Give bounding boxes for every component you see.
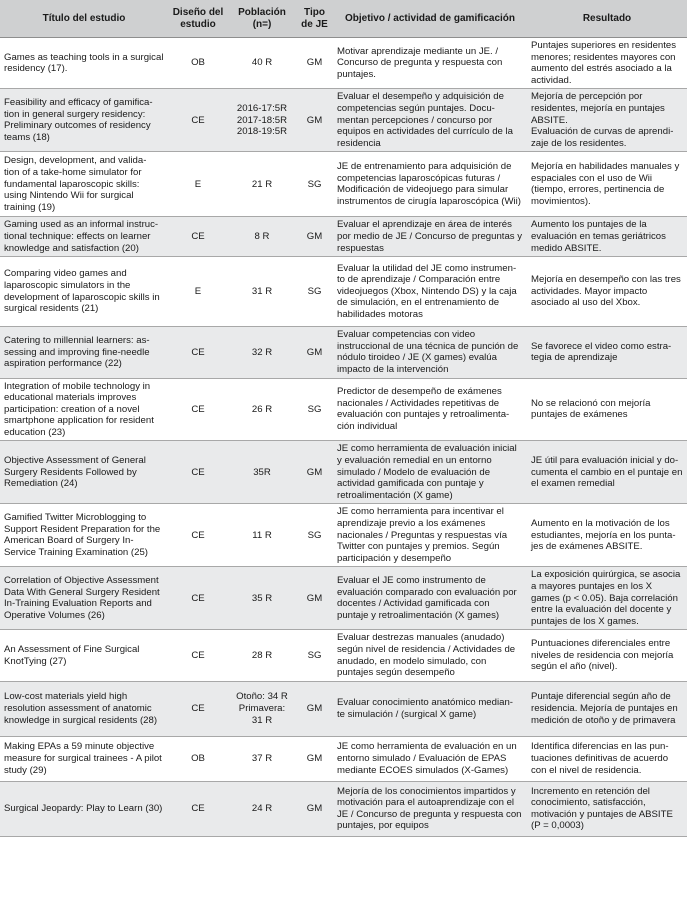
table-row [0,681,687,736]
cell-titulo: Feasibility and efficacy of gamifica- tion in general surgery residency: Preliminary outcomes of residency teams (18) [0,89,168,152]
cell-diseno: CE [168,630,228,681]
cell-objetivo: Predictor de desempeño de exámenes nacionales / Actividades repetitivas de evaluación con puntajes y retroalimenta- ción individual [333,378,527,441]
cell-resultado: Se favorece el video como estra- tegia de aprendizaje [527,327,687,378]
cell-objetivo: Motivar aprendizaje mediante un JE. / Concurso de pregunta y respuesta con puntajes. [333,38,527,89]
cell-resultado: Incremento en retención del conocimiento, satisfacción, motivación y puntajes de ABSITE (P = 0,0003) [527,781,687,836]
cell-diseno: CE [168,781,228,836]
cell-tipo: SG [296,378,333,441]
cell-poblacion: 28 R [228,630,296,681]
header-objetivo: Objetivo / actividad de gamificación [333,0,527,38]
cell-resultado: Mejoría en habilidades manuales y espaciales con el uso de Wii (tiempo, errores, pertinencia de movimientos). [527,152,687,217]
table-row [0,89,687,152]
cell-objetivo: Evaluar conocimiento anatómico median- te simulación / (surgical X game) [333,681,527,736]
cell-objetivo: JE como herramienta de evaluación inicial y evaluación remedial en un entorno simulado / Modelo de evaluación de actividad gamificada con puntaje y retroalimentación (X game) [333,441,527,504]
cell-tipo: SG [296,630,333,681]
header-resultado: Resultado [527,0,687,38]
cell-diseno: CE [168,567,228,630]
cell-objetivo: Evaluar el aprendizaje en área de interés por medio de JE / Concurso de preguntas y respuestas [333,217,527,257]
cell-resultado: La exposición quirúrgica, se asocia a mayores puntajes en los X games (p < 0.05). Baja correlación entre la evaluación del docente y puntajes de los X games. [527,567,687,630]
cell-objetivo: Evaluar competencias con video instruccional de una técnica de punción de nódulo tiroideo / JE (X games) evalúa impacto de la intervención [333,327,527,378]
cell-poblacion: 26 R [228,378,296,441]
cell-titulo: An Assessment of Fine Surgical KnotTying (27) [0,630,168,681]
cell-resultado: Mejoría de percepción por residentes, mejoría en puntajes ABSITE. Evaluación de curvas de aprendi- zaje de los residentes. [527,89,687,152]
table-row [0,630,687,681]
table-row [0,567,687,630]
cell-resultado: Mejoría en desempeño con las tres actividades. Mayor impacto asociado al uso del Xbox. [527,257,687,327]
cell-diseno: E [168,257,228,327]
cell-objetivo: JE de entrenamiento para adquisición de competencias laparoscópicas futuras / Modificación de videojuego para simular instrumentos de cirugía laparoscópica (Wii) [333,152,527,217]
cell-titulo: Comparing video games and laparoscopic simulators in the development of laparoscopic skills in surgical residents (21) [0,257,168,327]
cell-tipo: GM [296,736,333,781]
cell-tipo: GM [296,89,333,152]
cell-diseno: CE [168,217,228,257]
table-row [0,217,687,257]
cell-tipo: GM [296,441,333,504]
cell-objetivo: Evaluar el desempeño y adquisición de competencias según puntajes. Docu- mentan percepciones / concurso por equipos en actividades del currículo de la residencia [333,89,527,152]
table-row [0,327,687,378]
cell-objetivo: Evaluar la utilidad del JE como instrumen- to de aprendizaje / Comparación entre videojuegos (Xbox, Nintendo DS) y la caja de simulación, en el entrenamiento de habilidades motoras [333,257,527,327]
cell-tipo: GM [296,681,333,736]
cell-diseno: OB [168,736,228,781]
table-row [0,736,687,781]
cell-tipo: GM [296,38,333,89]
cell-resultado: Aumento en la motivación de los estudiantes, mejoría en los punta- jes de exámenes ABSITE. [527,504,687,567]
cell-resultado: Aumento los puntajes de la evaluación en temas geriátricos medido ABSITE. [527,217,687,257]
table-row [0,441,687,504]
cell-tipo: SG [296,504,333,567]
cell-titulo: Catering to millennial learners: as- sessing and improving fine-needle aspiration performance (22) [0,327,168,378]
cell-titulo: Surgical Jeopardy: Play to Learn (30) [0,781,168,836]
cell-titulo: Integration of mobile technology in educational materials improves participation: creation of a novel smartphone application for resident education (23) [0,378,168,441]
cell-poblacion: 11 R [228,504,296,567]
cell-poblacion: 8 R [228,217,296,257]
cell-diseno: CE [168,89,228,152]
header-titulo: Título del estudio [0,0,168,38]
cell-resultado: Puntajes superiores en residentes menores; residentes mayores con aumento del estrés asociado a la actividad. [527,38,687,89]
cell-titulo: Gaming used as an informal instruc- tional technique: effects on learner knowledge and satisfaction (20) [0,217,168,257]
header-poblacion: Población (n=) [228,0,296,38]
cell-tipo: GM [296,327,333,378]
cell-resultado: Puntaje diferencial según año de residencia. Mejoría de puntajes en medición de otoño y de primavera [527,681,687,736]
cell-diseno: E [168,152,228,217]
cell-diseno: CE [168,504,228,567]
table-row [0,38,687,89]
cell-diseno: CE [168,327,228,378]
header-diseno: Diseño del estudio [168,0,228,38]
cell-objetivo: JE como herramienta de evaluación en un entorno simulado / Evaluación de EPAS mediante ECOES simulados (X-Games) [333,736,527,781]
table-row [0,781,687,836]
cell-diseno: CE [168,441,228,504]
cell-titulo: Design, development, and valida- tion of a take-home simulator for fundamental laparoscopic skills: using Nintendo Wii for surgical training (19) [0,152,168,217]
cell-poblacion: 2016-17:5R 2017-18:5R 2018-19:5R [228,89,296,152]
cell-titulo: Correlation of Objective Assessment Data With General Surgery Resident In-Training Evaluation Reports and Operative Volumes (26) [0,567,168,630]
cell-titulo: Objective Assessment of General Surgery Residents Followed by Remediation (24) [0,441,168,504]
cell-tipo: SG [296,257,333,327]
cell-diseno: CE [168,378,228,441]
cell-objetivo: Evaluar destrezas manuales (anudado) según nivel de residencia / Actividades de anudado, en modelo simulado, con puntajes según desempeño [333,630,527,681]
table-row [0,378,687,441]
cell-poblacion: 37 R [228,736,296,781]
cell-objetivo: JE como herramienta para incentivar el aprendizaje previo a los exámenes nacionales / Preguntas y respuestas vía Twitter con puntajes y premios. Según participación y desempeño [333,504,527,567]
table-row [0,152,687,217]
cell-resultado: Puntuaciones diferenciales entre niveles de residencia con mejoría según el año (nivel). [527,630,687,681]
cell-tipo: GM [296,567,333,630]
table-row [0,257,687,327]
cell-tipo: SG [296,152,333,217]
cell-resultado: No se relacionó con mejoría puntajes de exámenes [527,378,687,441]
cell-poblacion: 35 R [228,567,296,630]
cell-tipo: GM [296,217,333,257]
cell-resultado: JE útil para evaluación inicial y do- cumenta el cambio en el puntaje en el examen remedial [527,441,687,504]
header-row [0,0,687,38]
cell-titulo: Making EPAs a 59 minute objective measure for surgical trainees - A pilot study (29) [0,736,168,781]
cell-poblacion: Otoño: 34 R Primavera: 31 R [228,681,296,736]
cell-titulo: Games as teaching tools in a surgical residency (17). [0,38,168,89]
cell-tipo: GM [296,781,333,836]
cell-poblacion: 21 R [228,152,296,217]
cell-poblacion: 40 R [228,38,296,89]
header-tipo: Tipo de JE [296,0,333,38]
cell-diseno: CE [168,681,228,736]
cell-poblacion: 32 R [228,327,296,378]
cell-objetivo: Mejoría de los conocimientos impartidos y motivación para el autoaprendizaje con el JE / Concurso de pregunta y respuesta con puntajes, por equipos [333,781,527,836]
cell-objetivo: Evaluar el JE como instrumento de evaluación comparado con evaluación por docentes / Actividad gamificada con puntaje y retroalimentación (X games) [333,567,527,630]
table-header [0,0,687,38]
cell-titulo: Low-cost materials yield high resolution assessment of anatomic knowledge in surgical residents (28) [0,681,168,736]
cell-titulo: Gamified Twitter Microblogging to Support Resident Preparation for the American Board of Surgery In-Service Training Examination (25) [0,504,168,567]
cell-poblacion: 35R [228,441,296,504]
cell-resultado: Identifica diferencias en las pun- tuaciones definitivas de acuerdo con el nivel de residencia. [527,736,687,781]
table-body [0,38,687,837]
cell-poblacion: 24 R [228,781,296,836]
table-row [0,504,687,567]
cell-poblacion: 31 R [228,257,296,327]
cell-diseno: OB [168,38,228,89]
